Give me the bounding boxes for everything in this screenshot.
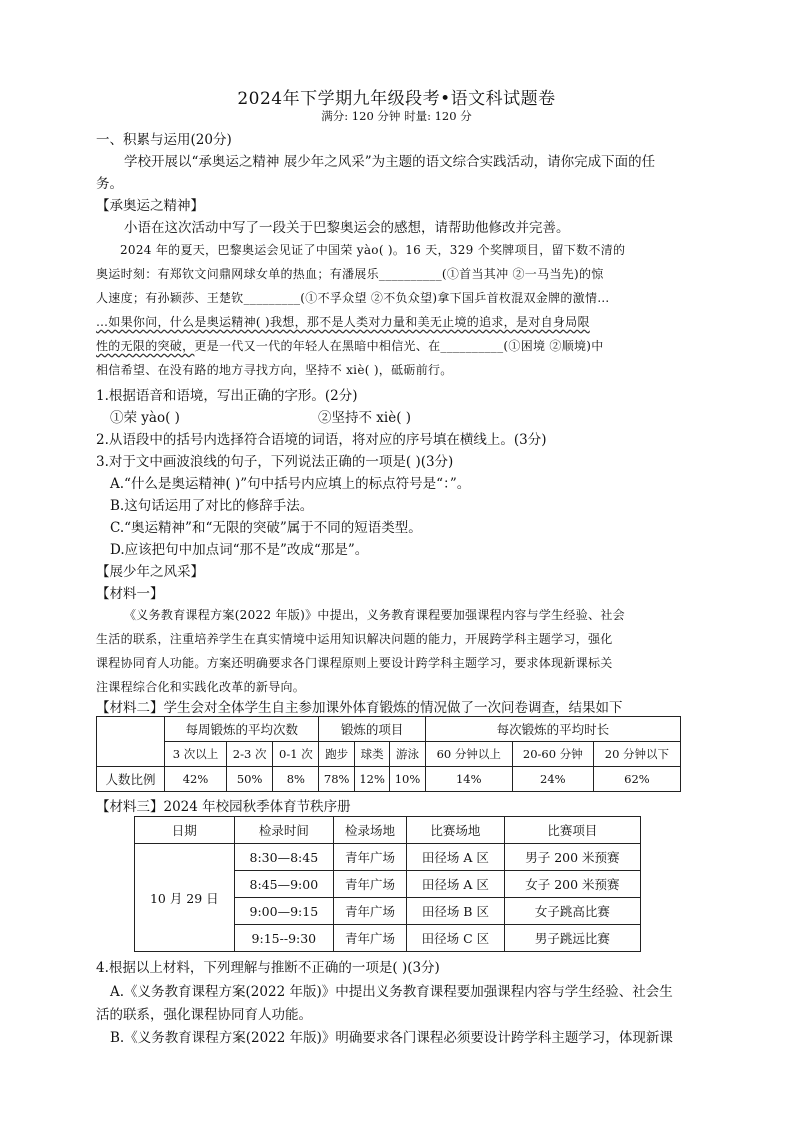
table-subheader: 3 次以上: [165, 742, 227, 767]
material-1-heading: 【材料一】: [96, 586, 164, 602]
table-cell: 50%: [226, 767, 272, 792]
table-group-header: 每周锻炼的平均次数: [165, 717, 319, 742]
passage-line: 奥运时刻：有郑钦文问鼎网球女单的热血；有潘展乐__________(①首当其冲 ②一马当先)的惊: [96, 267, 604, 281]
table-subheader: 20-60 分钟: [512, 742, 593, 767]
material-1-text: 注课程综合化和实践化改革的新导向。: [96, 680, 306, 694]
table-cell: 青年广场: [334, 871, 407, 898]
table-header: 比赛场地: [406, 817, 504, 844]
table-header: 检录场地: [334, 817, 407, 844]
table-subheader: 跑步: [319, 742, 354, 767]
table-cell: 62%: [593, 767, 680, 792]
intro-text: 学校开展以“承奥运之精神 展少年之风采”为主题的语文综合实践活动，请你完成下面的任: [124, 154, 656, 170]
question-1: 1.根据语音和语境，写出正确的字形。(2分): [96, 388, 358, 404]
table-cell: 14%: [425, 767, 512, 792]
table-group-header: 锻炼的项目: [319, 717, 425, 742]
table-cell: 田径场 A 区: [406, 844, 504, 871]
question-4: 4.根据以上材料，下列理解与推断不正确的一项是( )(3分): [96, 960, 440, 976]
question-4-option-b: B.《义务教育课程方案(2022 年版)》明确要求各门课程必须要设计跨学科主题学习，体现新课: [110, 1030, 673, 1046]
part1-intro: 小语在这次活动中写了一段关于巴黎奥运会的感想，请帮助他修改并完善。: [124, 220, 570, 236]
table-cell: 田径场 B 区: [406, 898, 504, 925]
passage-line: [96, 337, 604, 354]
table-cell: 9:15--9:30: [234, 925, 333, 952]
table-cell: 青年广场: [334, 925, 407, 952]
section-heading: 一、积累与运用(20分): [96, 132, 232, 148]
question-4-option-a: A.《义务教育课程方案(2022 年版)》中提出义务教育课程要加强课程内容与学生经验、社会生: [110, 984, 673, 1000]
question-2: 2.从语段中的括号内选择符合语境的词语，将对应的序号填在横线上。(3分): [96, 432, 547, 448]
table-row: [135, 844, 641, 871]
survey-table: [96, 716, 681, 792]
material-3-heading: 【材料三】2024 年校园秋季体育节秩序册: [96, 799, 351, 815]
table-header: 检录时间: [234, 817, 333, 844]
question-3-option-c: C.“奥运精神”和“无限的突破”属于不同的短语类型。: [110, 520, 422, 536]
table-cell: 9:00—9:15: [234, 898, 333, 925]
material-2-heading: 【材料二】学生会对全体学生自主参加课外体育锻炼的情况做了一次问卷调查，结果如下: [96, 700, 623, 716]
passage-line: 2024 年的夏天，巴黎奥运会见证了中国荣 yào( )。16 天，329 个奖牌项目，留下数不清的: [120, 243, 626, 257]
passage-line: 人速度；有孙颖莎、王楚钦_________(①不孚众望 ②不负众望)拿下国乒首枚混双金牌的激情…: [96, 291, 610, 305]
passage-wavy-line: …如果你问，什么是奥运精神( )我想，那不是人类对力量和美无止境的追求，是对自身局限: [96, 315, 590, 329]
passage-wavy-end: 性的无限的突破，: [96, 339, 195, 353]
question-1-blank-b: ②坚持不 xiè( ): [318, 410, 412, 426]
table-subheader: 游泳: [390, 742, 425, 767]
part2-heading: 【展少年之风采】: [96, 564, 204, 580]
table-cell: 田径场 C 区: [406, 925, 504, 952]
table-header: 比赛项目: [504, 817, 640, 844]
table-cell: 女子跳高比赛: [504, 898, 640, 925]
table-date-cell: 10 月 29 日: [135, 844, 235, 952]
table-row-label: 人数比例: [97, 767, 165, 792]
table-cell: 男子 200 米预赛: [504, 844, 640, 871]
schedule-table: [134, 816, 641, 952]
table-subheader: 2-3 次: [226, 742, 272, 767]
material-1-text: 生活的联系，注重培养学生在真实情境中运用知识解决问题的能力，开展跨学科主题学习，强化: [96, 632, 613, 646]
table-subheader: 20 分钟以下: [593, 742, 680, 767]
table-cell: 8:45—9:00: [234, 871, 333, 898]
question-3-option-b: B.这句话运用了对比的修辞手法。: [110, 498, 314, 514]
question-4-option-a-cont: 活的联系，强化课程协同育人功能。: [96, 1007, 312, 1023]
table-cell: 12%: [354, 767, 389, 792]
material-1-text: 课程协同育人功能。方案还明确要求各门课程原则上要设计跨学科主题学习，要求体现新课标关: [96, 656, 613, 670]
table-cell: 24%: [512, 767, 593, 792]
table-subheader: 球类: [354, 742, 389, 767]
table-cell: 青年广场: [334, 844, 407, 871]
part1-heading: 【承奥运之精神】: [96, 198, 204, 214]
table-corner-cell: [97, 717, 165, 767]
table-cell: 8:30—8:45: [234, 844, 333, 871]
table-cell: 42%: [165, 767, 227, 792]
table-cell: 8%: [273, 767, 319, 792]
material-1-text: 《义务教育课程方案(2022 年版)》中提出，义务教育课程要加强课程内容与学生经验、社会: [124, 608, 625, 622]
table-cell: 田径场 A 区: [406, 871, 504, 898]
passage-line-rest: 更是一代又一代的年轻人在黑暗中相信光、在__________(①困境 ②顺境)中: [194, 339, 604, 353]
intro-text-cont: 务。: [96, 176, 123, 192]
table-cell: 青年广场: [334, 898, 407, 925]
page-title: 2024年下学期九年级段考•语文科试题卷: [237, 89, 556, 109]
table-subheader: 60 分钟以上: [425, 742, 512, 767]
question-3-option-d: D.应该把句中加点词“那不是”改成“那是”。: [110, 542, 369, 558]
table-subheader: 0-1 次: [273, 742, 319, 767]
table-cell: 78%: [319, 767, 354, 792]
question-3-option-a: A.“什么是奥运精神( )”句中括号内应填上的标点符号是“：”。: [110, 476, 471, 492]
table-cell: 男子跳远比赛: [504, 925, 640, 952]
table-row: [97, 767, 681, 792]
table-group-header: 每次锻炼的平均时长: [425, 717, 680, 742]
table-cell: 女子 200 米预赛: [504, 871, 640, 898]
question-3: 3.对于文中画波浪线的句子，下列说法正确的一项是( )(3分): [96, 454, 454, 470]
passage-line: 相信希望、在没有路的地方寻找方向，坚持不 xiè( )，砥砺前行。: [96, 363, 453, 377]
table-cell: 10%: [390, 767, 425, 792]
question-1-blank-a: ①荣 yào( ): [110, 410, 180, 426]
exam-meta: 满分: 120 分钟 时量: 120 分: [321, 109, 472, 123]
table-header: 日期: [135, 817, 235, 844]
